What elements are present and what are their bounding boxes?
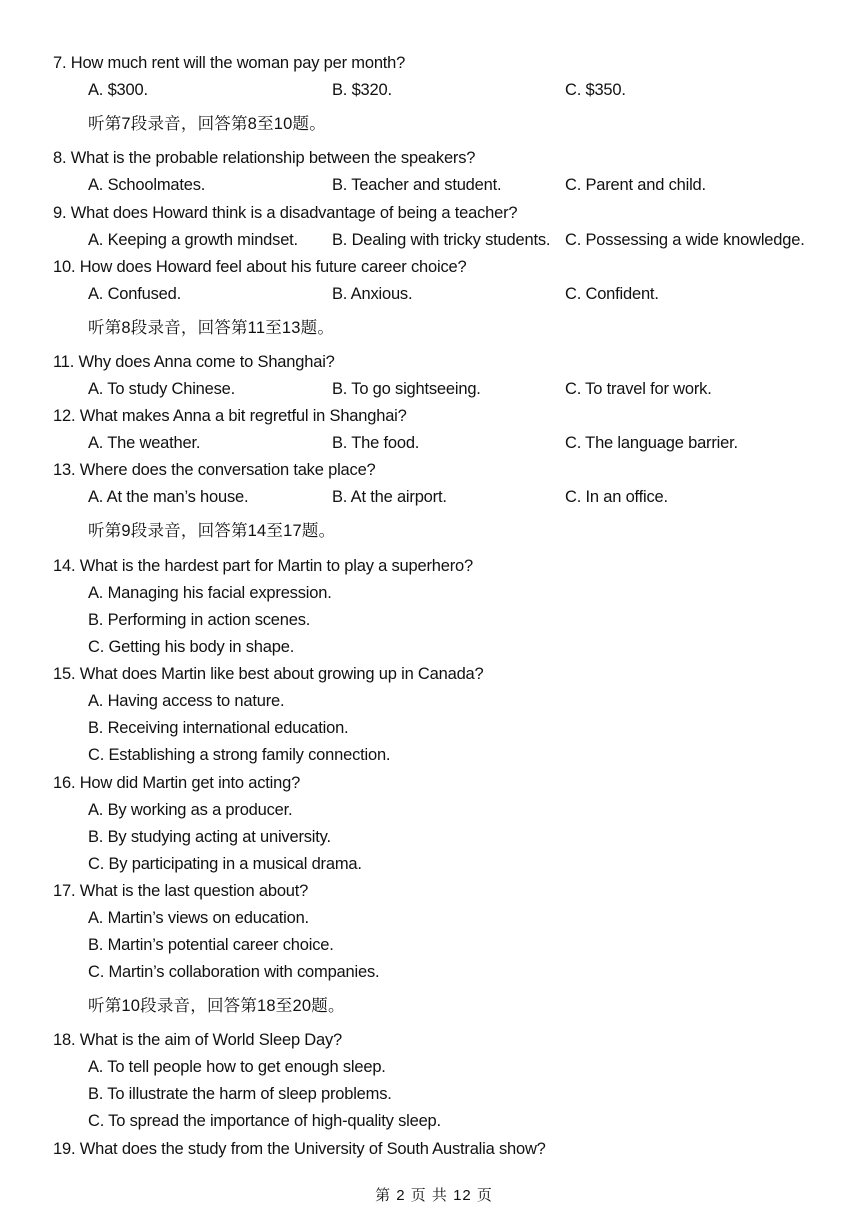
q11-option-c: C. To travel for work. [565, 380, 712, 398]
question-7: 7. How much rent will the woman pay per month? [53, 54, 406, 72]
q12-option-b: B. The food. [332, 434, 420, 452]
q13-option-a: A. At the man’s house. [88, 488, 249, 506]
question-8: 8. What is the probable relationship between the speakers? [53, 149, 476, 167]
q17-option-a: A. Martin’s views on education. [88, 909, 309, 927]
q14-option-a: A. Managing his facial expression. [88, 584, 332, 602]
q11-option-a: A. To study Chinese. [88, 380, 236, 398]
q10-option-c: C. Confident. [565, 285, 659, 303]
page-footer: 第 2 页 共 12 页 [375, 1187, 493, 1204]
q13-option-c: C. In an office. [565, 488, 668, 506]
q7-option-a: A. $300. [88, 81, 148, 99]
q8-option-b: B. Teacher and student. [332, 176, 502, 194]
q11-option-b: B. To go sightseeing. [332, 380, 481, 398]
q10-option-b: B. Anxious. [332, 285, 413, 303]
q16-option-b: B. By studying acting at university. [88, 828, 331, 846]
q12-option-c: C. The language barrier. [565, 434, 738, 452]
question-11: 11. Why does Anna come to Shanghai? [53, 353, 335, 371]
section-9-instruction: 听第9段录音，回答第14至17题。 [88, 522, 336, 540]
question-17: 17. What is the last question about? [53, 882, 309, 900]
question-14: 14. What is the hardest part for Martin to play a superhero? [53, 557, 473, 575]
section-10-instruction: 听第10段录音，回答第18至20题。 [88, 997, 345, 1015]
q15-option-a: A. Having access to nature. [88, 692, 285, 710]
q8-option-c: C. Parent and child. [565, 176, 706, 194]
q18-option-b: B. To illustrate the harm of sleep problems. [88, 1085, 392, 1103]
q9-option-c: C. Possessing a wide knowledge. [565, 231, 805, 249]
q10-option-a: A. Confused. [88, 285, 181, 303]
q16-option-c: C. By participating in a musical drama. [88, 855, 362, 873]
q15-option-c: C. Establishing a strong family connection. [88, 746, 391, 764]
q7-option-b: B. $320. [332, 81, 392, 99]
question-13: 13. Where does the conversation take place? [53, 461, 376, 479]
q13-option-b: B. At the airport. [332, 488, 447, 506]
q16-option-a: A. By working as a producer. [88, 801, 293, 819]
section-7-instruction: 听第7段录音，回答第8至10题。 [88, 115, 326, 133]
q17-option-b: B. Martin’s potential career choice. [88, 936, 334, 954]
q14-option-b: B. Performing in action scenes. [88, 611, 311, 629]
q9-option-b: B. Dealing with tricky students. [332, 231, 551, 249]
q12-option-a: A. The weather. [88, 434, 201, 452]
question-9: 9. What does Howard think is a disadvantage of being a teacher? [53, 204, 518, 222]
q9-option-a: A. Keeping a growth mindset. [88, 231, 298, 249]
question-15: 15. What does Martin like best about growing up in Canada? [53, 665, 484, 683]
q7-option-c: C. $350. [565, 81, 626, 99]
q8-option-a: A. Schoolmates. [88, 176, 206, 194]
q17-option-c: C. Martin’s collaboration with companies. [88, 963, 380, 981]
question-16: 16. How did Martin get into acting? [53, 774, 301, 792]
question-10: 10. How does Howard feel about his future career choice? [53, 258, 467, 276]
q18-option-a: A. To tell people how to get enough sleep. [88, 1058, 386, 1076]
q14-option-c: C. Getting his body in shape. [88, 638, 295, 656]
section-8-instruction: 听第8段录音，回答第11至13题。 [88, 319, 335, 337]
question-12: 12. What makes Anna a bit regretful in Shanghai? [53, 407, 407, 425]
question-19: 19. What does the study from the University of South Australia show? [53, 1140, 546, 1158]
question-18: 18. What is the aim of World Sleep Day? [53, 1031, 343, 1049]
q15-option-b: B. Receiving international education. [88, 719, 349, 737]
q18-option-c: C. To spread the importance of high-quality sleep. [88, 1112, 441, 1130]
